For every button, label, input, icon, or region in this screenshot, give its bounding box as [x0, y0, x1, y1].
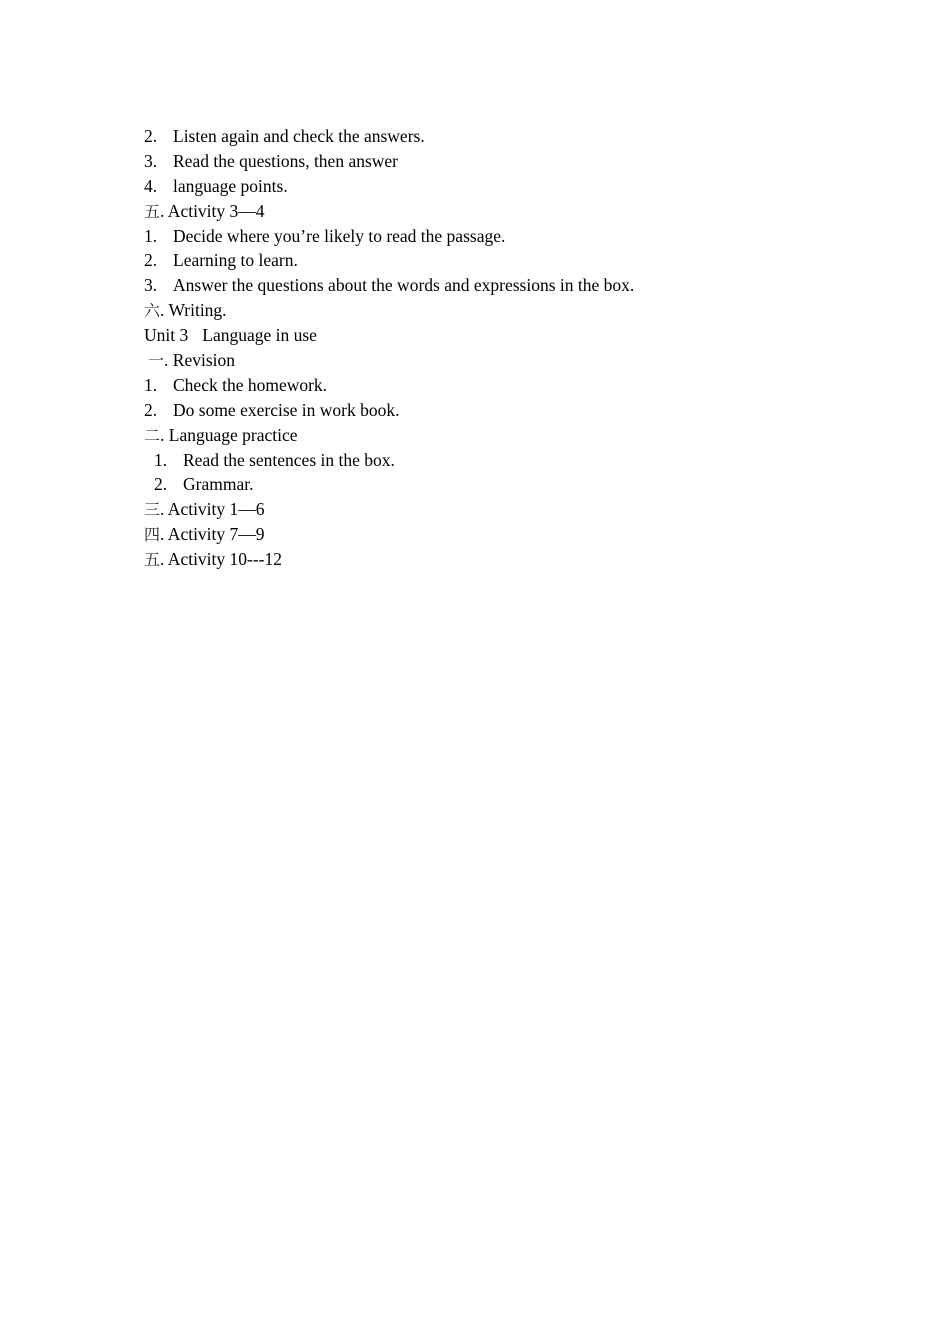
unit-label: Unit 3 — [144, 325, 189, 346]
section-numeral: 一 — [148, 351, 165, 371]
list-text: Read the questions, then answer — [173, 150, 399, 171]
section-numeral: 四 — [144, 525, 161, 545]
list-number: 2. — [144, 250, 158, 271]
list-number: 3. — [144, 150, 158, 171]
list-text: Read the sentences in the box. — [183, 449, 395, 470]
list-item — [144, 472, 844, 497]
section-heading — [144, 522, 844, 547]
section-numeral: 二 — [144, 425, 161, 445]
section-text: . Language practice — [160, 424, 298, 445]
section-heading — [144, 298, 844, 323]
list-number: 2. — [144, 126, 158, 146]
list-text: Grammar. — [183, 474, 254, 495]
list-number: 2. — [154, 474, 168, 495]
section-text: . Activity 7—9 — [160, 524, 265, 545]
list-number: 3. — [144, 275, 158, 296]
section-heading — [144, 199, 844, 224]
list-text: Listen again and check the answers. — [173, 126, 425, 146]
list-number: 4. — [144, 175, 158, 196]
section-text: . Activity 1—6 — [160, 499, 265, 520]
list-number: 1. — [154, 449, 168, 470]
section-numeral: 五 — [144, 550, 161, 570]
list-text: Answer the questions about the words and expressions in the box. — [173, 275, 635, 296]
list-text: Decide where you’re likely to read the passage. — [173, 225, 506, 246]
list-item — [144, 273, 844, 298]
section-numeral: 五 — [144, 201, 161, 221]
list-number: 1. — [144, 374, 158, 395]
document-body — [144, 124, 844, 572]
list-item — [144, 248, 844, 273]
list-item — [144, 149, 844, 174]
section-text: . Writing. — [160, 300, 227, 321]
section-heading — [144, 423, 844, 448]
section-text: . Activity 10---12 — [160, 549, 283, 570]
section-numeral: 六 — [144, 301, 161, 321]
section-text: . Activity 3—4 — [160, 200, 265, 221]
list-item — [144, 224, 844, 249]
section-heading — [144, 547, 844, 572]
list-item — [144, 448, 844, 473]
list-item — [144, 373, 844, 398]
list-text: Check the homework. — [173, 374, 328, 395]
list-number: 2. — [144, 399, 158, 420]
list-text: language points. — [173, 175, 288, 196]
unit-title: Language in use — [202, 325, 317, 346]
unit-heading — [144, 323, 844, 348]
section-heading — [144, 497, 844, 522]
list-text: Learning to learn. — [173, 250, 298, 271]
list-item — [144, 398, 844, 423]
section-heading — [144, 348, 844, 373]
list-item — [144, 124, 844, 149]
section-text: . Revision — [164, 350, 235, 371]
list-item — [144, 174, 844, 199]
section-numeral: 三 — [144, 500, 161, 520]
list-text: Do some exercise in work book. — [173, 399, 400, 420]
list-number: 1. — [144, 225, 158, 246]
